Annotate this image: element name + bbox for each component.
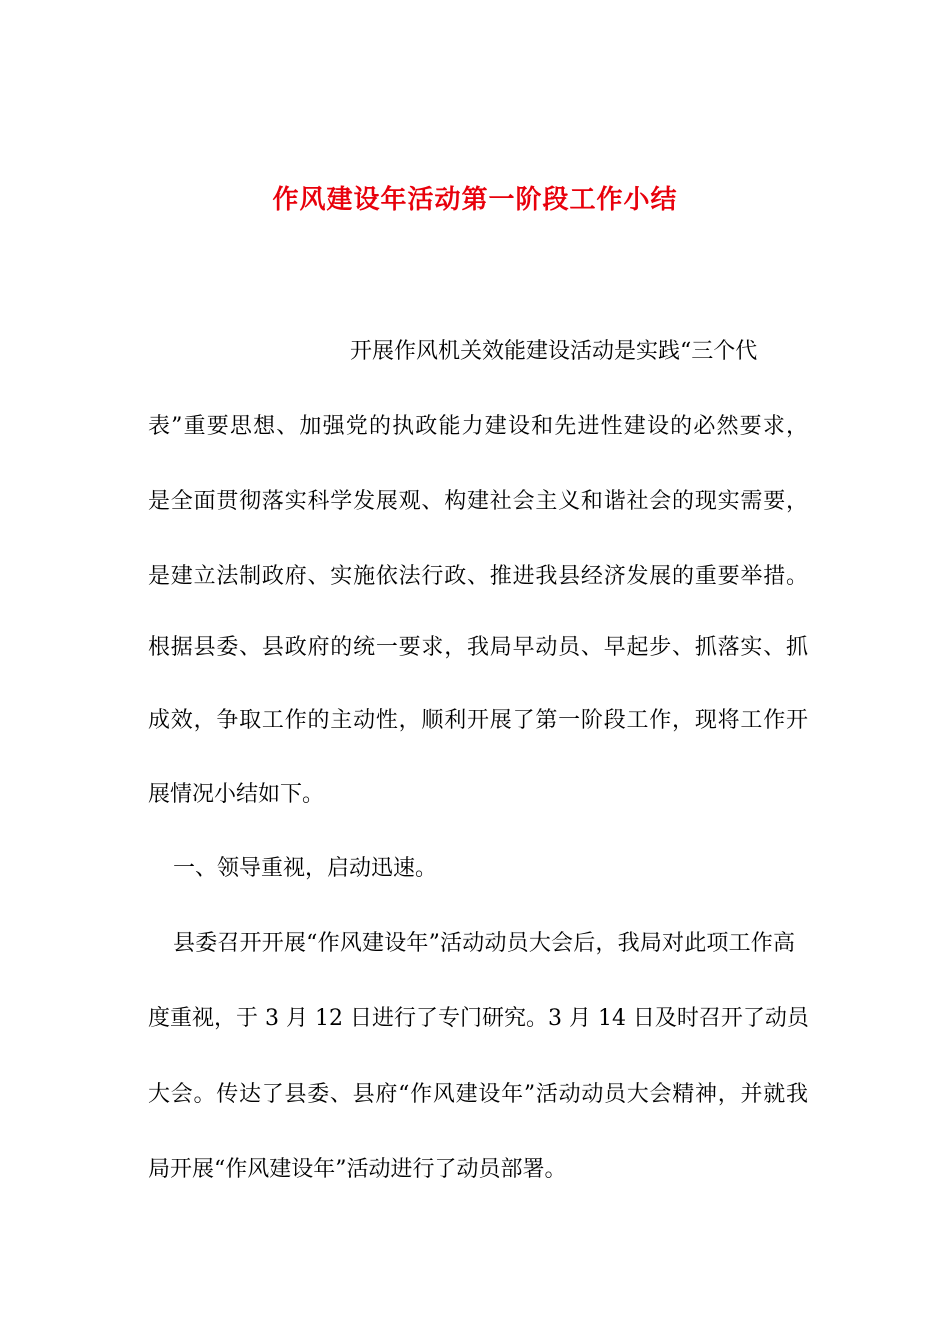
document-title: 作风建设年活动第一阶段工作小结 — [272, 185, 678, 215]
section-heading-1: 一、领导重视，启动迅速。 — [173, 856, 438, 881]
paragraph-line-2: 表”重要思想、加强党的执政能力建设和先进性建设的必然要求， — [148, 414, 808, 439]
paragraph-line-9: 度重视，于 3 月 12 日进行了专门研究。3 月 14 日及时召开了动员 — [148, 1006, 809, 1031]
paragraph-line-8: 县委召开开展“作风建设年”活动动员大会后，我局对此项工作高 — [173, 931, 795, 956]
paragraph-line-7: 展情况小结如下。 — [148, 782, 325, 807]
paragraph-line-11: 局开展“作风建设年”活动进行了动员部署。 — [148, 1157, 567, 1182]
paragraph-line-5: 根据县委、县政府的统一要求，我局早动员、早起步、抓落实、抓 — [148, 635, 808, 660]
paragraph-line-3: 是全面贯彻落实科学发展观、构建社会主义和谐社会的现实需要， — [148, 489, 808, 514]
paragraph-line-4: 是建立法制政府、实施依法行政、推进我县经济发展的重要举措。 — [148, 564, 808, 589]
paragraph-line-10: 大会。传达了县委、县府“作风建设年”活动动员大会精神，并就我 — [148, 1082, 808, 1107]
paragraph-line-1: 开展作风机关效能建设活动是实践“三个代 — [350, 339, 758, 364]
paragraph-line-6: 成效，争取工作的主动性，顺利开展了第一阶段工作，现将工作开 — [148, 708, 808, 733]
